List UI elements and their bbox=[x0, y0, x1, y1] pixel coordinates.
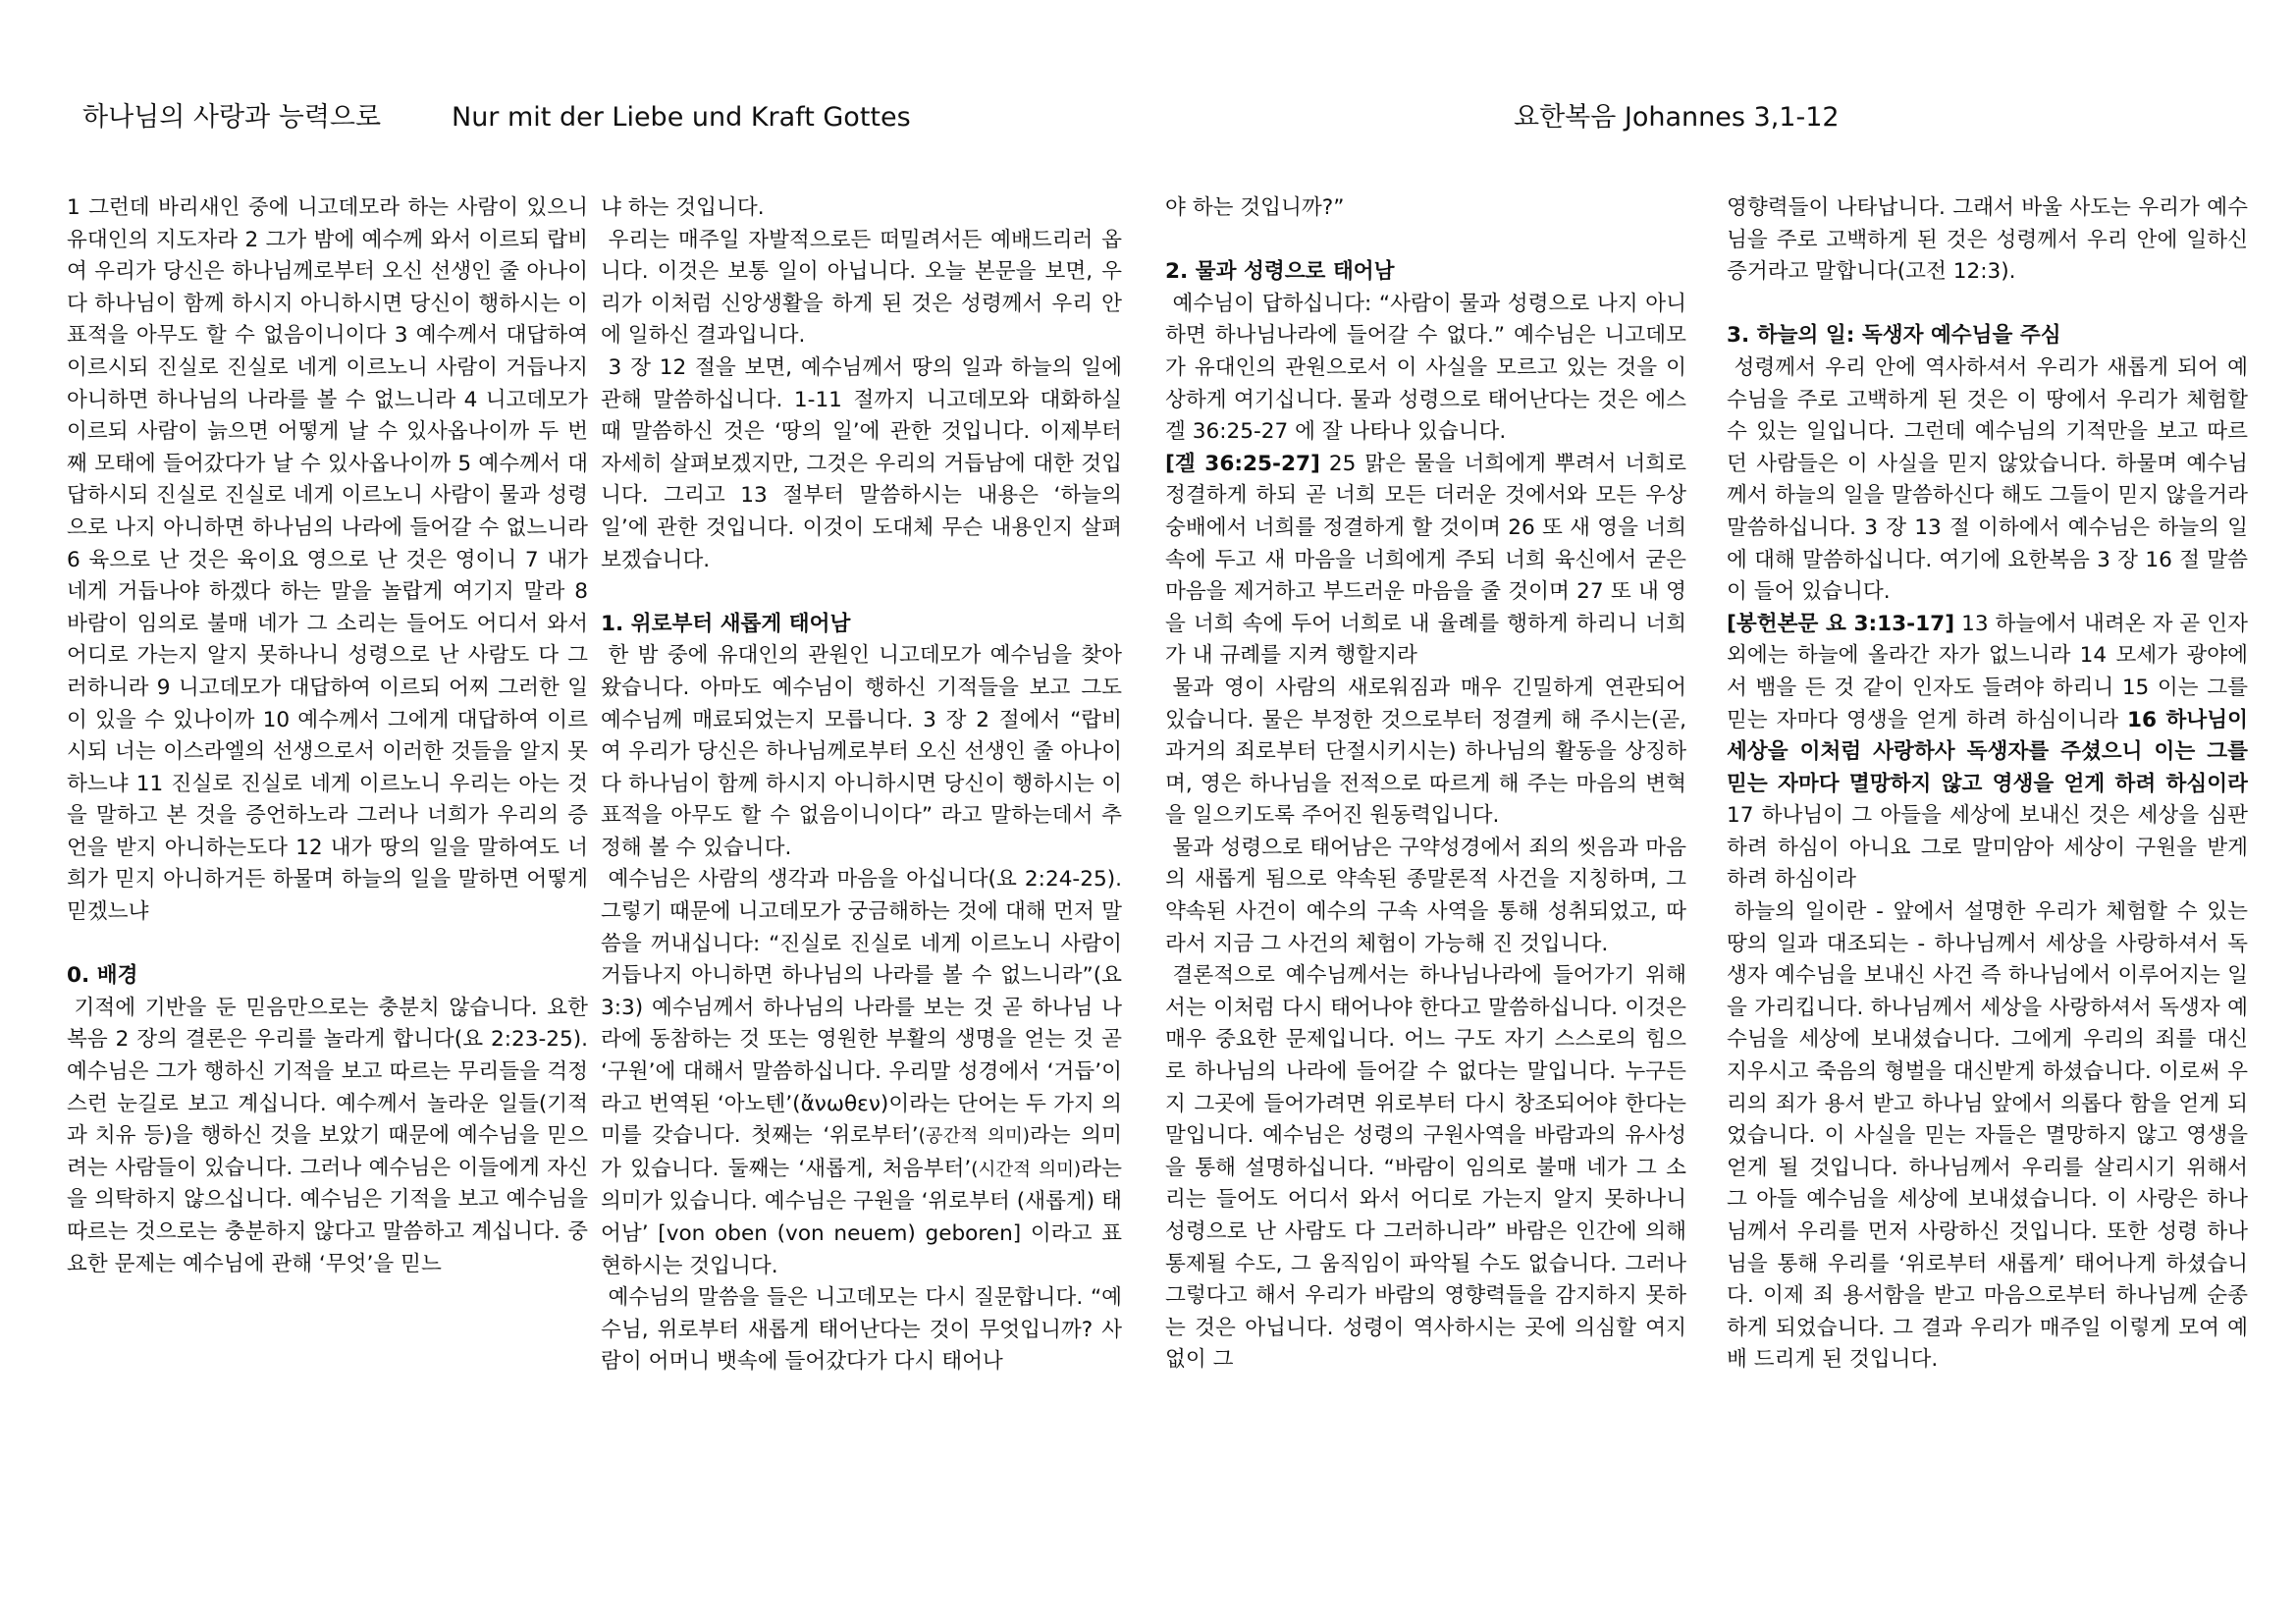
page-header bbox=[0, 96, 2296, 139]
paragraph: 예수님의 말씀을 들은 니고데모는 다시 질문합니다. “예수님, 위로부터 새롭게 태어난다는 것이 무엇입니까? 사람이 어머니 뱃속에 들어갔다가 다시 태어나 bbox=[601, 1285, 1122, 1375]
section-0-heading: 0. 배경 bbox=[67, 963, 138, 989]
paragraph: 성령께서 우리 안에 역사하셔서 우리가 새롭게 되어 예수님을 주로 고백하게 된 것은 이 땅에서 우리가 체험할 수 있는 일입니다. 그런데 예수님의 기적만을 보고 따르던 사람들은 이 사실을 믿지 않았습니다. 하물며 예수님께서 하늘의 일을 말씀하신다 해도 그들이 믿지 않을거라 말씀하십니다. 3 장 13 절 이하에서 예수님은 하늘의 일에 대해 말씀하십니다. 여기에 요한복음 3 장 16 절 말씀이 들어 있습니다. bbox=[1727, 354, 2248, 605]
scripture-quote-text: 17 하나님이 그 아들을 세상에 보내신 것은 세상을 심판하려 하심이 아니요 그로 말미암아 세상이 구원을 받게 하려 하심이라 bbox=[1727, 803, 2248, 893]
section-3-heading: 3. 하늘의 일: 독생자 예수님을 주심 bbox=[1727, 323, 2061, 349]
spacer bbox=[67, 929, 588, 961]
section-2-heading: 2. 물과 성령으로 태어남 bbox=[1165, 259, 1395, 285]
scripture-quote-text: 25 맑은 물을 너희에게 뿌려서 너희로 정결하게 하되 곧 너희 모든 더러운 것에서와 모든 우상 숭배에서 너희를 정결하게 할 것이며 26 또 새 영을 너희 속에 두고 새 마음을 너희에게 주되 너희 육신에서 굳은 마음을 제거하고 부드러운 마음을 줄 것이며 27 또 내 영을 너희 속에 두어 너희로 내 율례를 행하게 하리니 너희가 내 규례를 지켜 행할지라 bbox=[1165, 451, 1686, 669]
scripture-quote-text: 13 하늘에서 내려온 자 곧 인자 외에는 하늘에 올라간 자가 없느니라 14 모세가 광야에서 뱀을 든 것 같이 인자도 들려야 하리니 15 이는 그를 믿는 자마다 영생을 얻게 하려 하심이니라 bbox=[1727, 611, 2248, 732]
scripture-ref-ezekiel: [겔 36:25-27] bbox=[1165, 451, 1320, 476]
paragraph-text: 라는 의미가 있습니다. 예수님은 구원을 ‘위로부터 (새롭게) 태어남’ [von oben (von neuem) geboren] 이라고 표현하시는 것입니다. bbox=[601, 1156, 1122, 1278]
paragraph: 우리는 매주일 자발적으로든 떠밀려서든 예배드리러 옵니다. 이것은 보통 일이 아닙니다. 오늘 본문을 보면, 우리가 이처럼 신앙생활을 하게 된 것은 성령께서 우리 안에 일하신 결과입니다. bbox=[601, 227, 1122, 349]
column-1 bbox=[67, 192, 588, 1577]
paragraph: 물과 성령으로 태어남은 구약성경에서 죄의 씻음과 마음의 새롭게 됨으로 약속된 종말론적 사건을 지칭하며, 그 약속된 사건이 예수의 구속 사역을 통해 성취되었고, 따라서 지금 그 사건의 체험이 가능해 진 것입니다. bbox=[1165, 835, 1686, 956]
paragraph: 3 장 12 절을 보면, 예수님께서 땅의 일과 하늘의 일에 관해 말씀하십니다. 1-11 절까지 니고데모와 대화하실 때 말씀하신 것은 ‘땅의 일’에 관한 것입니다. 이제부터 자세히 살펴보겠지만, 그것은 우리의 거듭남에 대한 것입니다. 그리고 13 절부터 말씀하시는 내용은 ‘하늘의 일’에 관한 것입니다. 이것이 도대체 무슨 내용인지 살펴보겠습니다. bbox=[601, 354, 1122, 572]
section-1-heading: 1. 위로부터 새롭게 태어남 bbox=[601, 611, 851, 636]
paragraph: 하늘의 일이란 - 앞에서 설명한 우리가 체험할 수 있는 땅의 일과 대조되는 - 하나님께서 세상을 사랑하셔서 독생자 예수님을 보내신 사건 즉 하나님에서 이루어지는 일을 가리킵니다. 하나님께서 세상을 사랑하셔서 독생자 예수님을 세상에 보내셨습니다. 그에게 우리의 죄를 대신 지우시고 죽음의 형벌을 대신받게 하셨습니다. 이로써 우리의 죄가 용서 받고 하나님 앞에서 의롭다 함을 얻게 되었습니다. 이 사실을 믿는 자들은 멸망하지 않고 영생을 얻게 될 것입니다. 하나님께서 우리를 살리시기 위해서 그 아들 예수님을 세상에 보내셨습니다. 이 사랑은 하나님께서 우리를 먼저 사랑하신 것입니다. 또한 성령 하나님을 통해 우리를 ‘위로부터 새롭게’ 태어나게 하셨습니다. 이제 죄 용서함을 받고 마음으로부터 하나님께 순종하게 되었습니다. 그 결과 우리가 매주일 이렇게 모여 예배 드리게 된 것입니다. bbox=[1727, 899, 2248, 1373]
scripture-reference: 요한복음 Johannes 3,1-12 bbox=[1514, 102, 1840, 133]
paragraph-continuation: 야 하는 것입니까?” bbox=[1165, 195, 1345, 220]
john-3-16-verse: 16 하나님이 세상을 이처럼 사랑하사 독생자를 주셨으니 이는 그를 믿는 자마다 멸망하지 않고 영생을 얻게 하려 하심이라 bbox=[1727, 707, 2248, 796]
paragraph-continuation: 영향력들이 나타납니다. 그래서 바울 사도는 우리가 예수님을 주로 고백하게 된 것은 성령께서 우리 안에 일하신 증거라고 말합니다(고전 12:3). bbox=[1727, 195, 2248, 285]
paragraph: 결론적으로 예수님께서는 하나님나라에 들어가기 위해서는 이처럼 다시 태어나야 한다고 말씀하십니다. 이것은 매우 중요한 문제입니다. 어느 구도 자기 스스로의 힘으로 하나님의 나라에 들어갈 수 없다는 말입니다. 누구든지 그곳에 들어가려면 위로부터 다시 창조되어야 한다는 말입니다. 예수님은 성령의 구원사역을 바람과의 유사성을 통해 설명하십니다. “바람이 임의로 불매 네가 그 소리는 들어도 어디서 와서 어디로 가는지 알지 못하나니 성령으로 난 사람도 다 그러하니라” 바람은 인간에 의해 통제될 수도, 그 움직임이 파악될 수도 없습니다. 그러나 그렇다고 해서 우리가 바람의 영향력들을 감지하지 못하는 것은 아닙니다. 성령이 역사하시는 곳에 의심할 여지없이 그 bbox=[1165, 963, 1686, 1373]
spacer bbox=[1165, 225, 1686, 257]
paragraph: 예수님이 답하십니다: “사람이 물과 성령으로 나지 아니하면 하나님나라에 들어갈 수 없다.” 예수님은 니고데모가 유대인의 관원으로서 이 사실을 모르고 있는 것을 이상하게 여기십니다. 물과 성령으로 태어난다는 것은 에스겔 36:25-27 에 잘 나타나 있습니다. bbox=[1165, 291, 1686, 445]
annotation-spatial: (공간적 의미) bbox=[918, 1126, 1030, 1148]
scripture-quote bbox=[1727, 609, 2248, 896]
paragraph: 물과 영이 사람의 새로워짐과 매우 긴밀하게 연관되어 있습니다. 물은 부정한 것으로부터 정결케 해 주시는(곧, 과거의 죄로부터 단절시키시는) 하나님의 활동을 상징하며, 영은 하나님을 전적으로 따르게 해 주는 마음의 변혁을 일으키도록 주어진 원동력입니다. bbox=[1165, 675, 1686, 829]
paragraph-text: 예수님은 사람의 생각과 마음을 아십니다(요 2:24-25). 그렇기 때문에 니고데모가 궁금해하는 것에 대해 먼저 말씀을 꺼내십니다: “진실로 진실로 네게 이르노니 사람이 거듭나지 아니하면 하나님의 나라를 볼 수 없느니라”(요 3:3) 예수님께서 하나님의 나라를 보는 것 곧 하나님 나라에 동참하는 것 또는 영원한 부활의 생명을 얻는 것 곧 ‘구원’에 대해서 말씀하십니다. 우리말 성경에서 ‘거듭’이라고 번역된 ‘아노텐’(ἄνωθεν)이라는 단어는 두 가지 의미를 갖습니다. 첫째는 ‘위로부터’ bbox=[601, 867, 1122, 1149]
scripture-text: 1 그런데 바리새인 중에 니고데모라 하는 사람이 있으니 유대인의 지도자라 2 그가 밤에 예수께 와서 이르되 랍비여 우리가 당신은 하나님께로부터 오신 선생인 줄 아나이다 하나님이 함께 하시지 아니하시면 당신이 행하시는 이 표적을 아무도 할 수 없음이니이다 3 예수께서 대답하여 이르시되 진실로 진실로 네게 이르노니 사람이 거듭나지 아니하면 하나님의 나라를 볼 수 없느니라 4 니고데모가 이르되 사람이 늙으면 어떻게 날 수 있사옵나이까 두 번째 모태에 들어갔다가 날 수 있사옵나이까 5 예수께서 대답하시되 진실로 진실로 네게 이르노니 사람이 물과 성령으로 나지 아니하면 하나님의 나라에 들어갈 수 없느니라 6 육으로 난 것은 육이요 영으로 난 것은 영이니 7 내가 네게 거듭나야 하겠다 하는 말을 놀랍게 여기지 말라 8 바람이 임의로 불매 네가 그 소리는 들어도 어디서 와서 어디로 가는지 알지 못하나니 성령으로 난 사람도 다 그러하니라 9 니고데모가 대답하여 이르되 어찌 그러한 일이 있을 수 있나이까 10 예수께서 그에게 대답하여 이르시되 너는 이스라엘의 선생으로서 이러한 것들을 알지 못하느냐 11 진실로 진실로 네게 이르노니 우리는 아는 것을 말하고 본 것을 증언하노라 그러나 너희가 우리의 증언을 받지 아니하는도다 12 내가 땅의 일을 말하여도 너희가 믿지 아니하거든 하물며 하늘의 일을 말하면 어떻게 믿겠느냐 bbox=[67, 195, 588, 925]
spacer bbox=[601, 576, 1122, 609]
title-korean: 하나님의 사랑과 능력으로 bbox=[82, 102, 382, 133]
column-3 bbox=[1165, 192, 1686, 1577]
title-german: Nur mit der Liebe und Kraft Gottes bbox=[452, 102, 911, 133]
paragraph-continuation: 냐 하는 것입니다. bbox=[601, 195, 765, 220]
spacer bbox=[1727, 289, 2248, 321]
scripture-ref-john: [봉헌본문 요 3:13-17] bbox=[1727, 611, 1955, 636]
paragraph bbox=[601, 864, 1122, 1282]
scripture-quote bbox=[1165, 449, 1686, 673]
annotation-temporal: (시간적 의미) bbox=[971, 1159, 1082, 1180]
paragraph: 한 밤 중에 유대인의 관원인 니고데모가 예수님을 찾아 왔습니다. 아마도 예수님이 행하신 기적들을 보고 그도 예수님께 매료되었는지 모릅니다. 3 장 2 절에서 “랍비여 우리가 당신은 하나님께로부터 오신 선생인 줄 아나이다 하나님이 함께 하시지 아니하시면 당신이 행하시는 이 표적을 아무도 할 수 없음이니이다” 라고 말하는데서 추정해 볼 수 있습니다. bbox=[601, 643, 1122, 860]
paragraph-text: 라는 의미가 있습니다. 둘째는 ‘새롭게, 처음부터’ bbox=[601, 1123, 1122, 1181]
column-4 bbox=[1727, 192, 2248, 1577]
section-0-paragraph: 기적에 기반을 둔 믿음만으로는 충분치 않습니다. 요한복음 2 장의 결론은 우리를 놀라게 합니다(요 2:23-25). 예수님은 그가 행하신 기적을 보고 따르는 무리들을 걱정스런 눈길로 보고 계십니다. 예수께서 놀라운 일들(기적과 치유 등)을 행하신 것을 보았기 때문에 예수님을 믿으려는 사람들이 있습니다. 그러나 예수님은 이들에게 자신을 의탁하지 않으십니다. 예수님은 기적을 보고 예수님을 따르는 것으로는 충분하지 않다고 말씀하고 계십니다. 중요한 문제는 예수님에 관해 ‘무엇’을 믿느 bbox=[67, 995, 588, 1276]
column-2 bbox=[601, 192, 1122, 1577]
